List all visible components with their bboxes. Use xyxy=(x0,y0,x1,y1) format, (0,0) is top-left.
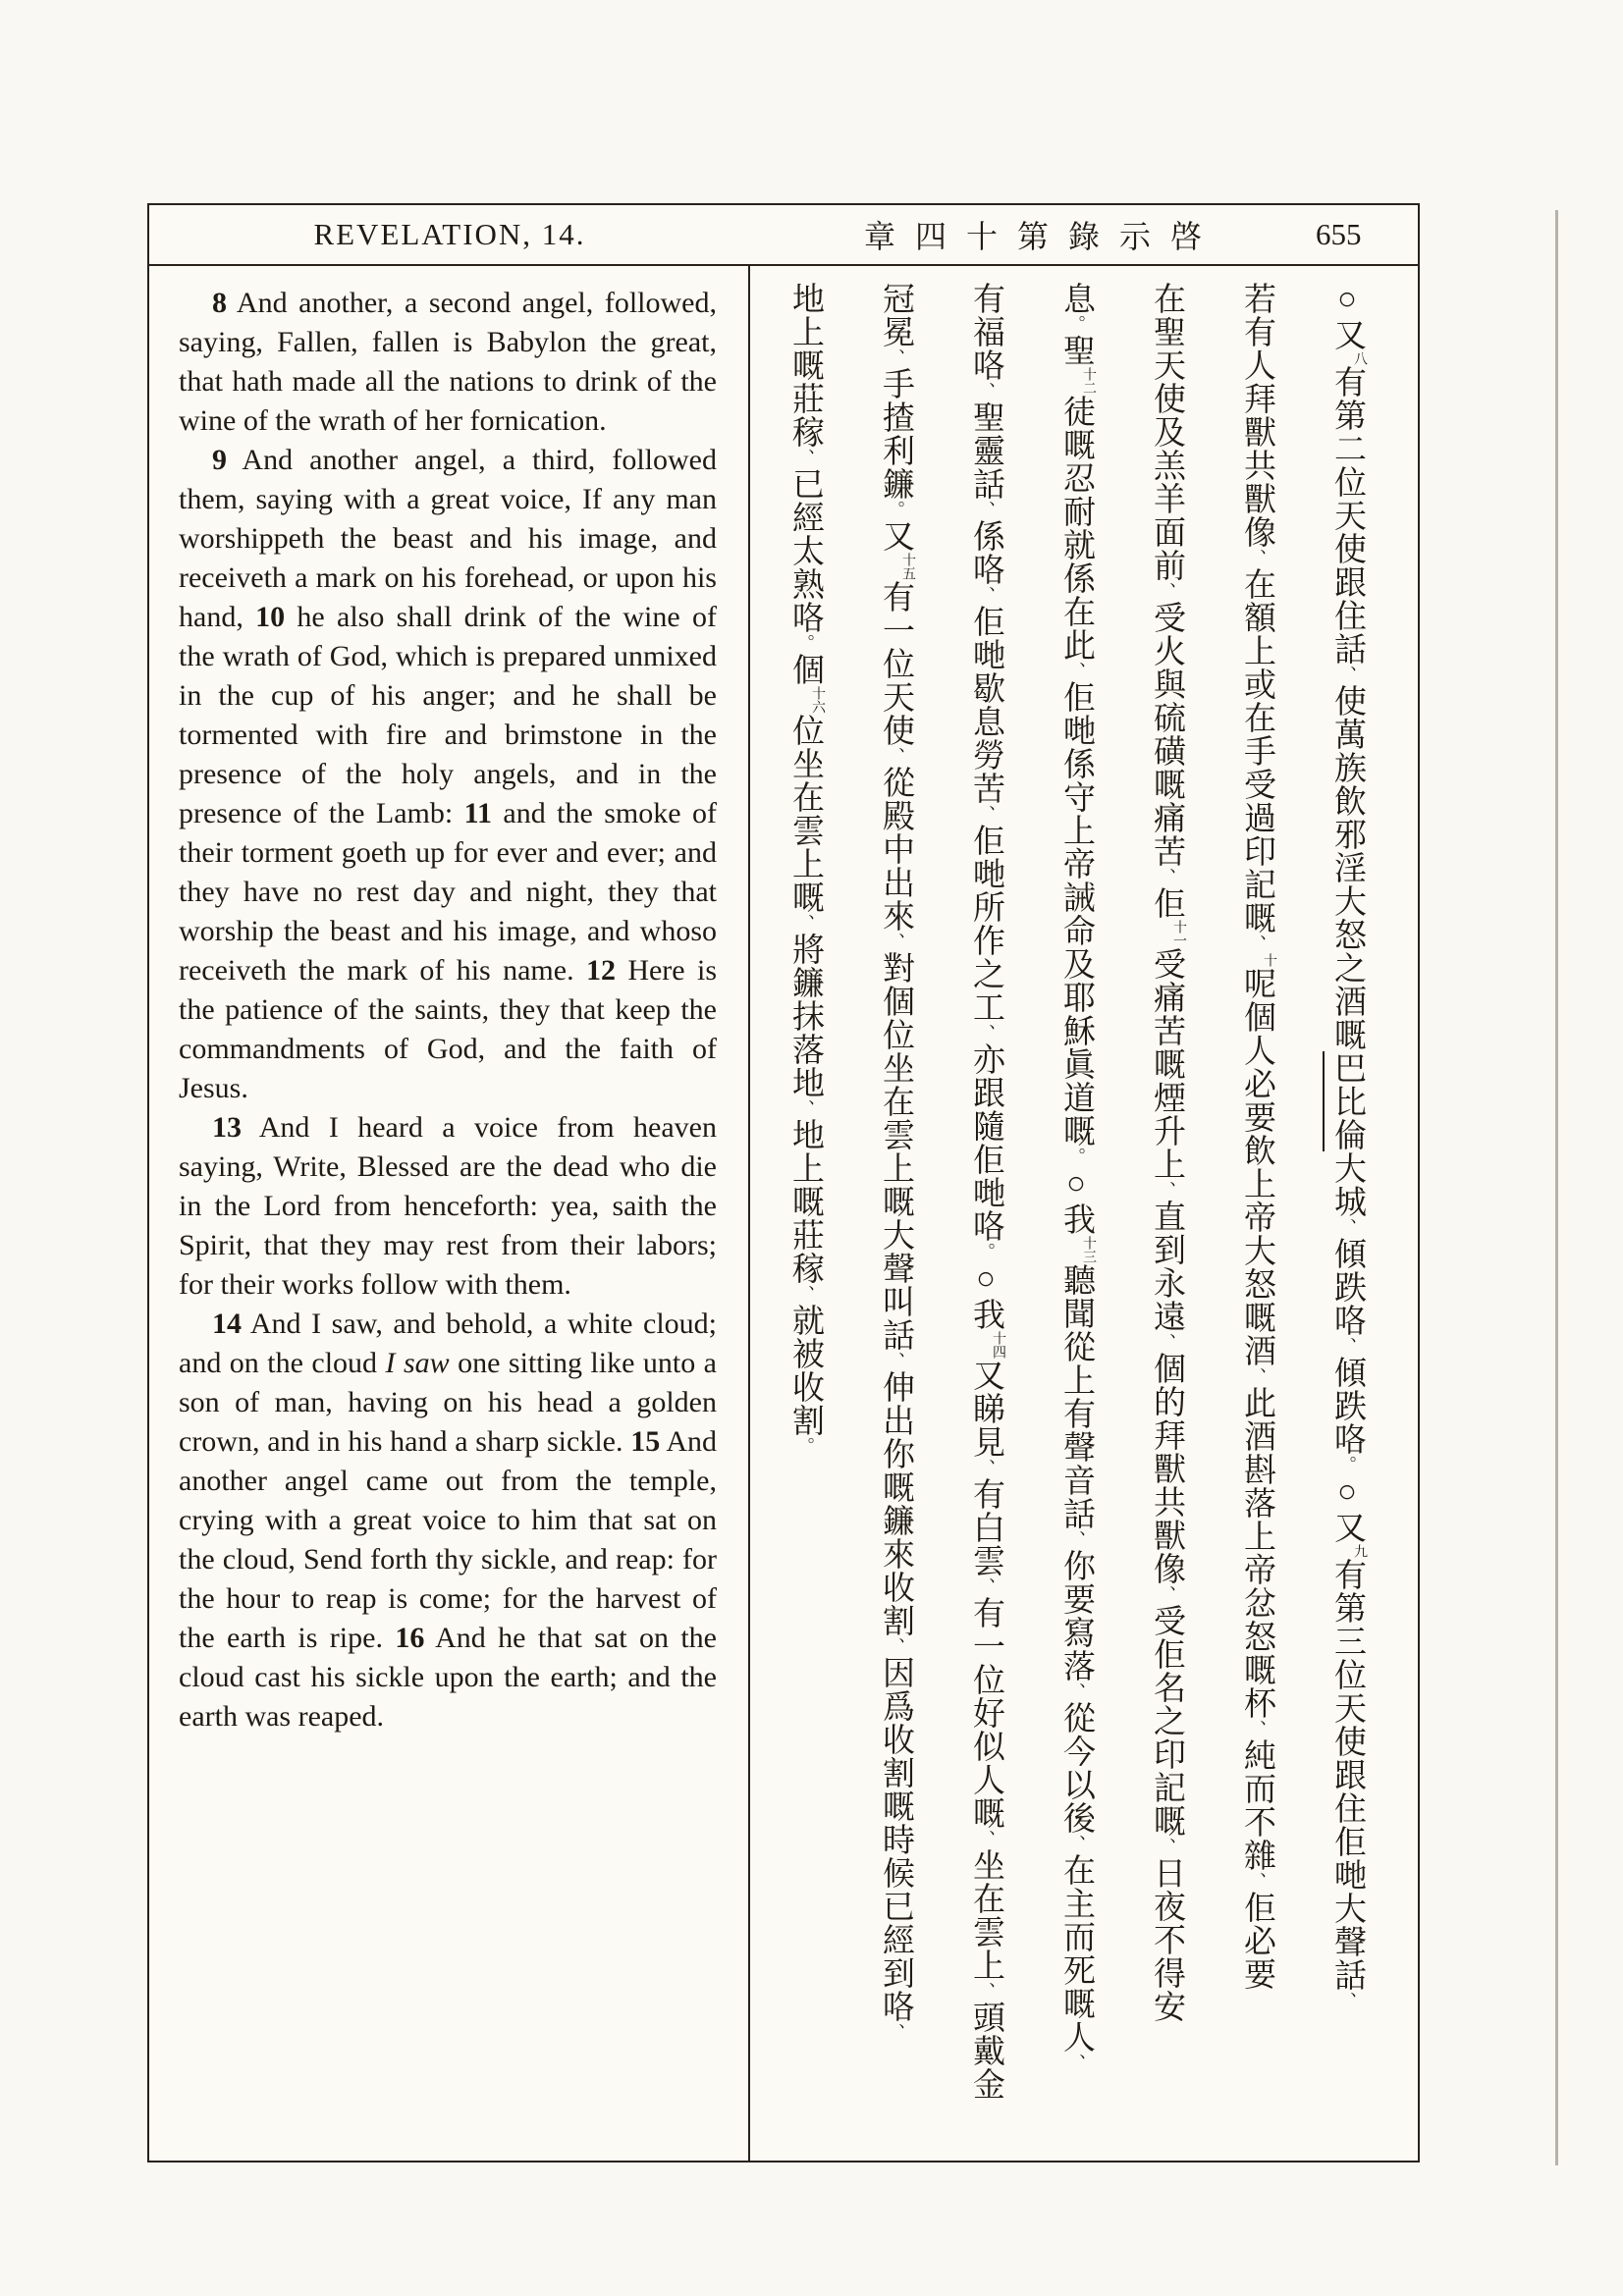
cjk-punctuation: 。 xyxy=(976,1243,996,1261)
page-body xyxy=(149,266,1418,2161)
proper-noun-mark: 巴比倫 xyxy=(1329,1051,1365,1151)
header-title-chinese: 章四十第錄示啓 xyxy=(863,219,1221,254)
cjk-punctuation: 、 xyxy=(1337,1218,1357,1237)
chinese-column-3: 在聖天使及羔羊面前、受火與硫磺嘅痛苦、佢十一受痛苦嘅煙升上、直到永遠、個的拜獸共獸像、受佢名之印記嘅、日夜不得安 xyxy=(1121,282,1212,2145)
cjk-punctuation: 、 xyxy=(976,1024,996,1042)
verse-number-marker: 十 xyxy=(1262,953,1276,967)
page-header xyxy=(149,205,1418,266)
cjk-punctuation: 。 xyxy=(1066,1148,1086,1166)
verse-number: 12 xyxy=(585,954,616,987)
cjk-punctuation: 、 xyxy=(976,382,996,400)
verse-number-marker: 十四 xyxy=(991,1331,1005,1359)
cjk-punctuation: 、 xyxy=(976,1830,996,1848)
verse-number: 15 xyxy=(630,1425,661,1458)
cjk-punctuation: 、 xyxy=(886,933,905,951)
cjk-punctuation: 、 xyxy=(1157,1585,1176,1604)
verse-number: 10 xyxy=(255,601,286,633)
page-number: 655 xyxy=(1316,217,1362,251)
cjk-punctuation: 。 xyxy=(886,501,905,519)
chinese-text-section xyxy=(750,266,1418,2161)
cjk-punctuation: 、 xyxy=(1066,1835,1086,1853)
cjk-punctuation: 、 xyxy=(976,501,996,519)
verse-number-marker: 十二 xyxy=(1081,367,1096,395)
cjk-punctuation: 、 xyxy=(1066,1682,1086,1701)
chinese-column-5: 有福咯、聖靈話、係咯、佢哋歇息勞苦、佢哋所作之工、亦跟隨佢哋咯。○我十四又睇見、有白雲、有一位好似人嘅、坐在雲上、頭戴金 xyxy=(941,282,1031,2145)
cjk-punctuation: 、 xyxy=(1247,1872,1267,1891)
cjk-punctuation: 、 xyxy=(976,1577,996,1596)
chinese-column-2: 若有人拜獸共獸像、在額上或在手受過印記嘅、十呢個人必要飲上帝大怒嘅酒、此酒斟落上帝忿怒嘅杯、純而不雜、佢必要 xyxy=(1212,282,1302,2145)
cjk-punctuation: 、 xyxy=(1157,1838,1176,1856)
chinese-column-6: 冠冕、手揸利鐮。又十五有一位天使、從殿中出來、對個位坐在雲上嘅大聲叫話、伸出你嘅鐮來收割、因爲收割嘅時候已經到咯、 xyxy=(850,282,941,2145)
scan-page-edge xyxy=(1555,210,1558,2165)
italic-text: I saw xyxy=(385,1347,450,1379)
verse-number-marker: 九 xyxy=(1352,1544,1367,1558)
cjk-punctuation: 、 xyxy=(1247,549,1267,567)
cjk-punctuation: 、 xyxy=(795,914,815,933)
cjk-punctuation: 、 xyxy=(976,805,996,824)
cjk-punctuation: 、 xyxy=(795,449,815,467)
cjk-punctuation: 。 xyxy=(1337,1456,1357,1474)
cjk-punctuation: 、 xyxy=(1157,868,1176,886)
verse-number: 9 xyxy=(212,444,227,476)
verse-number-marker: 十六 xyxy=(810,686,825,714)
verse-number-marker: 十三 xyxy=(1081,1236,1096,1263)
cjk-punctuation: 、 xyxy=(1247,934,1267,953)
cjk-punctuation: 、 xyxy=(1066,662,1086,680)
cjk-punctuation: 、 xyxy=(1247,1720,1267,1738)
chinese-column-1: ○又八有第二位天使跟住話、使萬族飲邪淫大怒之酒嘅巴比倫大城、傾跌咯、傾跌咯。○又九有第三位天使跟住佢哋大聲話、 xyxy=(1302,282,1392,2145)
english-paragraph-verse-8: 8 And another, a second angel, followed, saying, Fallen, fallen is Babylon the great, that hath made all the nations to drink of the wine of the wrath of her fornication. xyxy=(179,287,717,437)
cjk-punctuation: 、 xyxy=(795,1099,815,1118)
cjk-punctuation: 、 xyxy=(1337,1992,1357,2010)
english-paragraph-verse-13: 13 And I heard a voice from heaven saying, Write, Blessed are the dead who die in the Lord from henceforth: yea, saith the Spirit, that they may rest from their labors; for their works follow with them. xyxy=(179,1111,717,1301)
verse-number: 13 xyxy=(212,1111,242,1144)
verse-number-marker: 十五 xyxy=(900,553,915,580)
verse-number-marker: 十一 xyxy=(1171,920,1186,947)
verse-number: 16 xyxy=(395,1622,425,1654)
verse-number: 8 xyxy=(212,287,227,319)
cjk-punctuation: 、 xyxy=(976,586,996,605)
cjk-punctuation: 、 xyxy=(886,1637,905,1656)
english-text-column xyxy=(149,266,750,2161)
cjk-punctuation: 、 xyxy=(886,1352,905,1370)
cjk-punctuation: 、 xyxy=(886,2023,905,2042)
chinese-column-7: 地上嘅莊稼、已經太熟咯。個十六位坐在雲上嘅、將鐮抹落地、地上嘅莊稼、就被收割。 xyxy=(760,282,850,2145)
verse-number: 11 xyxy=(463,797,492,829)
cjk-punctuation: 、 xyxy=(1337,666,1357,684)
cjk-punctuation: 、 xyxy=(976,1982,996,2001)
cjk-punctuation: 、 xyxy=(886,747,905,766)
cjk-punctuation: 。 xyxy=(795,634,815,653)
english-paragraph-verses-9-12: 9 And another angel, a third, followed them, saying with a great voice, If any man worshippeth the beast and his image, and receiveth a mark on his forehead, or upon his hand, 10 he also shall drink of the wine of the wrath of God, which is prepared unmixed in the cup of his anger; and he shall be tormented with fire and brimstone in the presence of the holy angels, and in the presence of the Lamb: 11 and the smoke of their torment goeth up for ever and ever; and they have no rest day and night, they that worship the beast and his image, and whoso receiveth the mark of his name. 12 Here is the patience of the saints, they that keep the commandments of God, and the faith of Jesus. xyxy=(179,444,718,1104)
cjk-punctuation: 、 xyxy=(1066,2054,1086,2072)
english-paragraph-verses-14-16: 14 And I saw, and behold, a white cloud; and on the cloud I saw one sitting like unto a son of man, having on his head a golden crown, and in his hand a sharp sickle. 15 And another angel came out from the temple, crying with a great voice to him that sat on the cloud, Send forth thy sickle, and reap: for the hour to reap is come; for the harvest of the earth is ripe. 16 And he that sat on the cloud cast his sickle upon the earth; and the earth was reaped. xyxy=(179,1308,717,1733)
cjk-punctuation: 、 xyxy=(1157,1181,1176,1200)
cjk-punctuation: 、 xyxy=(1247,1367,1267,1386)
verse-number: 14 xyxy=(212,1308,242,1340)
chinese-column-4: 息。聖十二徒嘅忍耐就係在此、佢哋係守上帝誡命及耶穌眞道嘅。○我十三聽聞從上有聲音話、你要寫落、從今以後、在主而死嘅人、 xyxy=(1031,282,1121,2145)
cjk-punctuation: 、 xyxy=(795,1285,815,1304)
cjk-punctuation: 、 xyxy=(1066,1530,1086,1549)
cjk-punctuation: 、 xyxy=(1157,582,1176,601)
page-frame xyxy=(147,203,1420,2163)
cjk-punctuation: 、 xyxy=(886,348,905,367)
verse-number-marker: 八 xyxy=(1352,351,1367,365)
cjk-punctuation: 、 xyxy=(976,1459,996,1477)
cjk-punctuation: 。 xyxy=(795,1437,815,1456)
header-title-english: REVELATION, 14. xyxy=(313,217,586,251)
cjk-punctuation: 、 xyxy=(1157,1333,1176,1352)
cjk-punctuation: 。 xyxy=(1066,315,1086,334)
cjk-punctuation: 、 xyxy=(1337,1337,1357,1356)
